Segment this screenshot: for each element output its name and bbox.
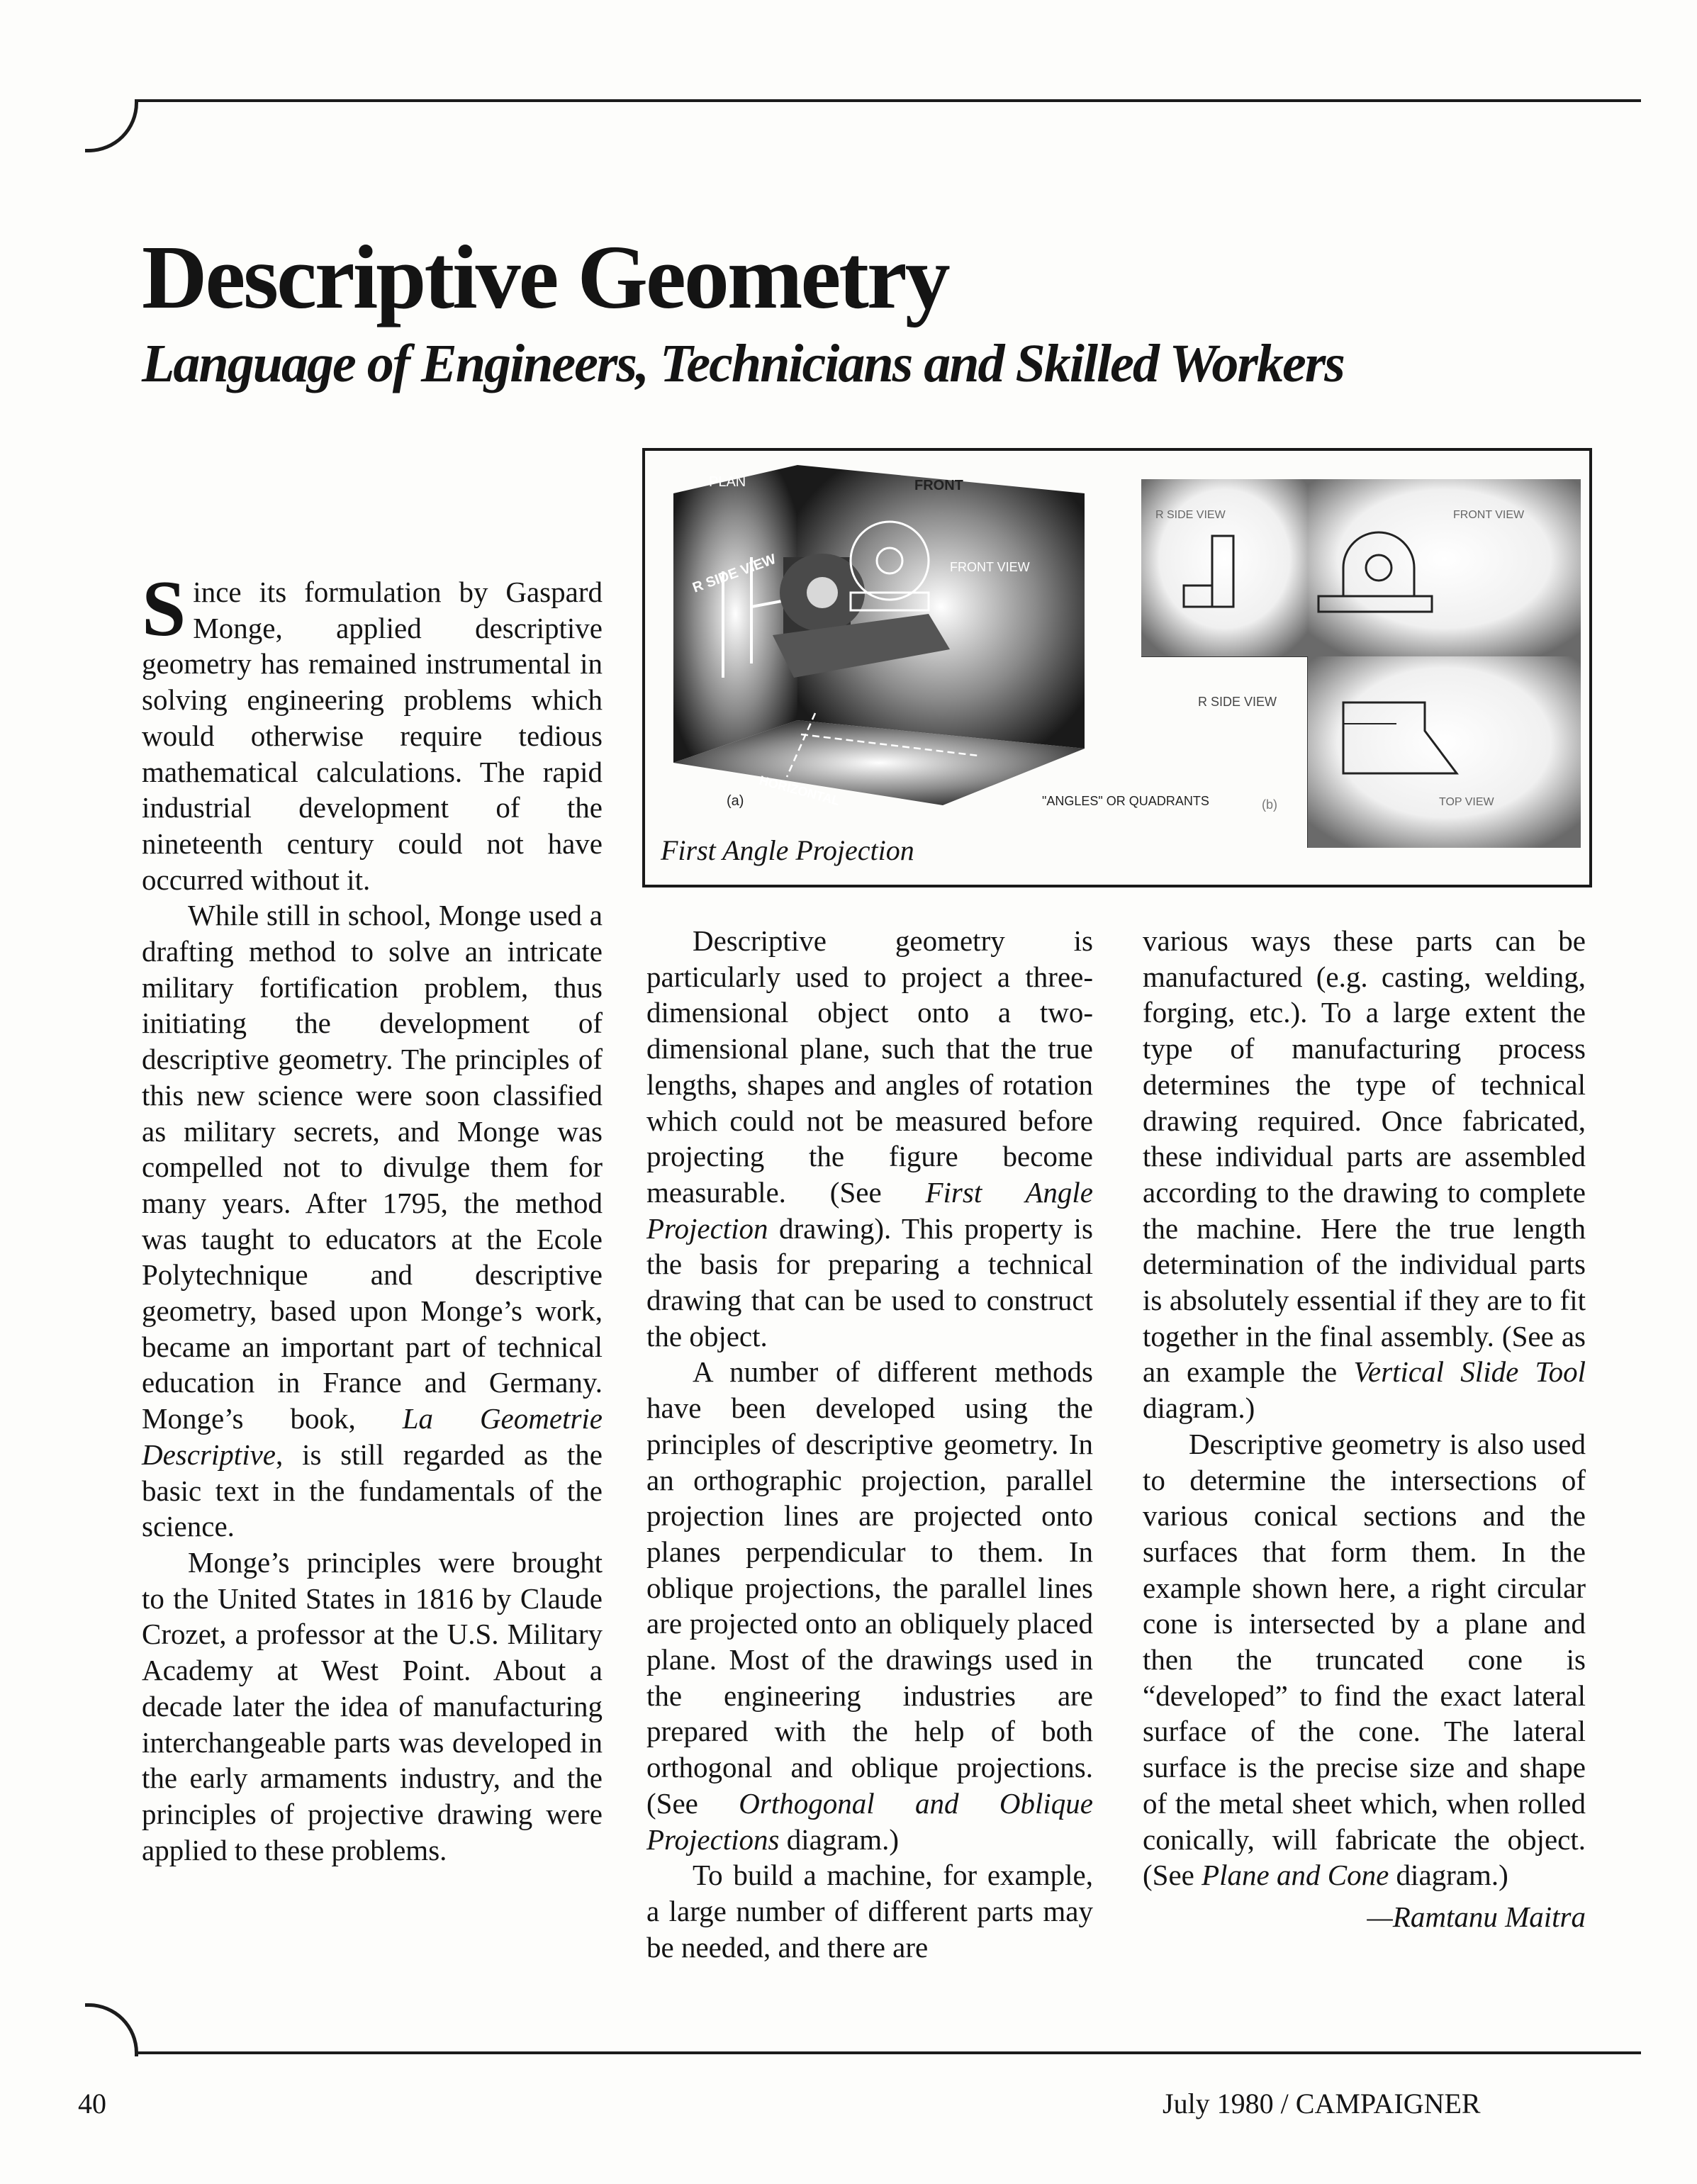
article-subtitle: Language of Engineers, Technicians and Skilled Workers [142,334,1344,393]
paragraph: Since its formulation by Gaspard Monge, applied descriptive geometry has remained instrumental in solving engineering problems which would otherwise require tedious mathematical calculations. The rapid industrial development of the nineteenth century could not have occurred without it. [142,565,603,896]
paragraph: While still in school, Monge used a drafting method to solve an intricate military fortification problem, thus initiating the development of descriptive geometry. The principles of this new science were soon classified as military secrets, and Monge was compelled not to divulge them for many years. After 1795, the method was taught to educators at the Ecole Polytechnique and descriptive geometry, based upon Monge’s work, became an important part of technical education in France and Germany. Monge’s book, La Geometrie Descriptive, is still regarded as the basic text in the fundamentals of the science. [142,899,603,1543]
plan-label: PLAN [709,474,746,490]
pictorial-view-a [673,465,1085,809]
issue-line: July 1980 / CAMPAIGNER [1163,2088,1481,2119]
author-signature: —Ramtanu Maitra [1367,1900,1586,1933]
column-1 [142,565,603,1868]
paragraph: various ways these parts can be manufactured (e.g. casting, welding, forging, etc.). To a large extent the type of manufacturing process determines the type of technical drawing required. Once fabricated, these individual parts are assembled according to the drawing to complete the machine. Here the true length determination of the individual parts is absolutely essential if they are to fit together in the final assembly. (See as an example the Vertical Slide Tool diagram.) [1143,924,1586,1425]
top-corner-bracket [85,99,138,152]
panel-b-label: (b) [1262,797,1277,812]
column-2 [646,923,1093,1965]
bottom-rule [135,2051,1641,2054]
front-small-label: FRONT VIEW [1453,509,1525,521]
top-rule [135,99,1641,102]
article-title: Descriptive Geometry [142,227,948,327]
horizontal-label: HORIZONTAL [757,773,841,809]
page-number: 40 [78,2088,106,2119]
r-side-view-label-b: R SIDE VIEW [1198,695,1277,709]
paragraph: Descriptive geometry is also used to determine the intersections of various conical sections and the surfaces that form them. In the example shown here, a right circular cone is intersected by a plane and then the truncated cone is “developed” to find the exact lateral surface of the cone. The lateral surface is the precise size and shape of the metal sheet which, when rolled conically, will fabricate the object. (See Plane and Cone diagram.) [1143,1427,1586,1892]
bottom-corner-bracket [85,2003,138,2056]
r-side-view-label: R SIDE VIEW [690,551,778,596]
paragraph: Descriptive geometry is particularly used to project a three-dimensional object onto a two-dimensional plane, such that the true lengths, shapes and angles of rotation which could not be measured before projecting the figure become measurable. (See First Angle Projection drawing). This property is the basis for preparing a technical drawing that can be used to construct the object. [646,924,1093,1353]
front-label: FRONT [914,478,963,493]
drop-cap: S [142,565,186,653]
top-view-label: TOP VIEW [1439,796,1494,808]
first-angle-projection-figure [642,448,1592,887]
figure-caption: First Angle Projection [661,834,914,866]
orthographic-views-b [1042,479,1581,848]
front-view-label: FRONT VIEW [950,560,1030,574]
paragraph: A number of different methods have been developed using the principles of descriptive geometry. In an orthographic projection, parallel projection lines are projected onto planes perpendicular to them. In oblique projections, the parallel lines are projected onto an obliquely placed plane. Most of the drawings used in the engineering industries are prepared with the help of both orthogonal and oblique projections. (See Orthogonal and Oblique Projections diagram.) [646,1355,1094,1856]
paragraph: Monge’s principles were brought to the United States in 1816 by Claude Crozet, a professor at the U.S. Military Academy at West Point. About a decade later the idea of manufacturing interchangeable parts was developed in the early armaments industry, and the principles of projective drawing were applied to these problems. [142,1545,603,1866]
angles-label: "ANGLES" OR QUADRANTS [1042,794,1209,808]
r-side-small-label: R SIDE VIEW [1155,509,1226,521]
column-3 [1143,923,1586,1935]
panel-a-label: (a) [727,793,744,809]
projection-diagram [645,451,1589,885]
paragraph: To build a machine, for example, a large number of different parts may be needed, and there are [646,1859,1093,1964]
